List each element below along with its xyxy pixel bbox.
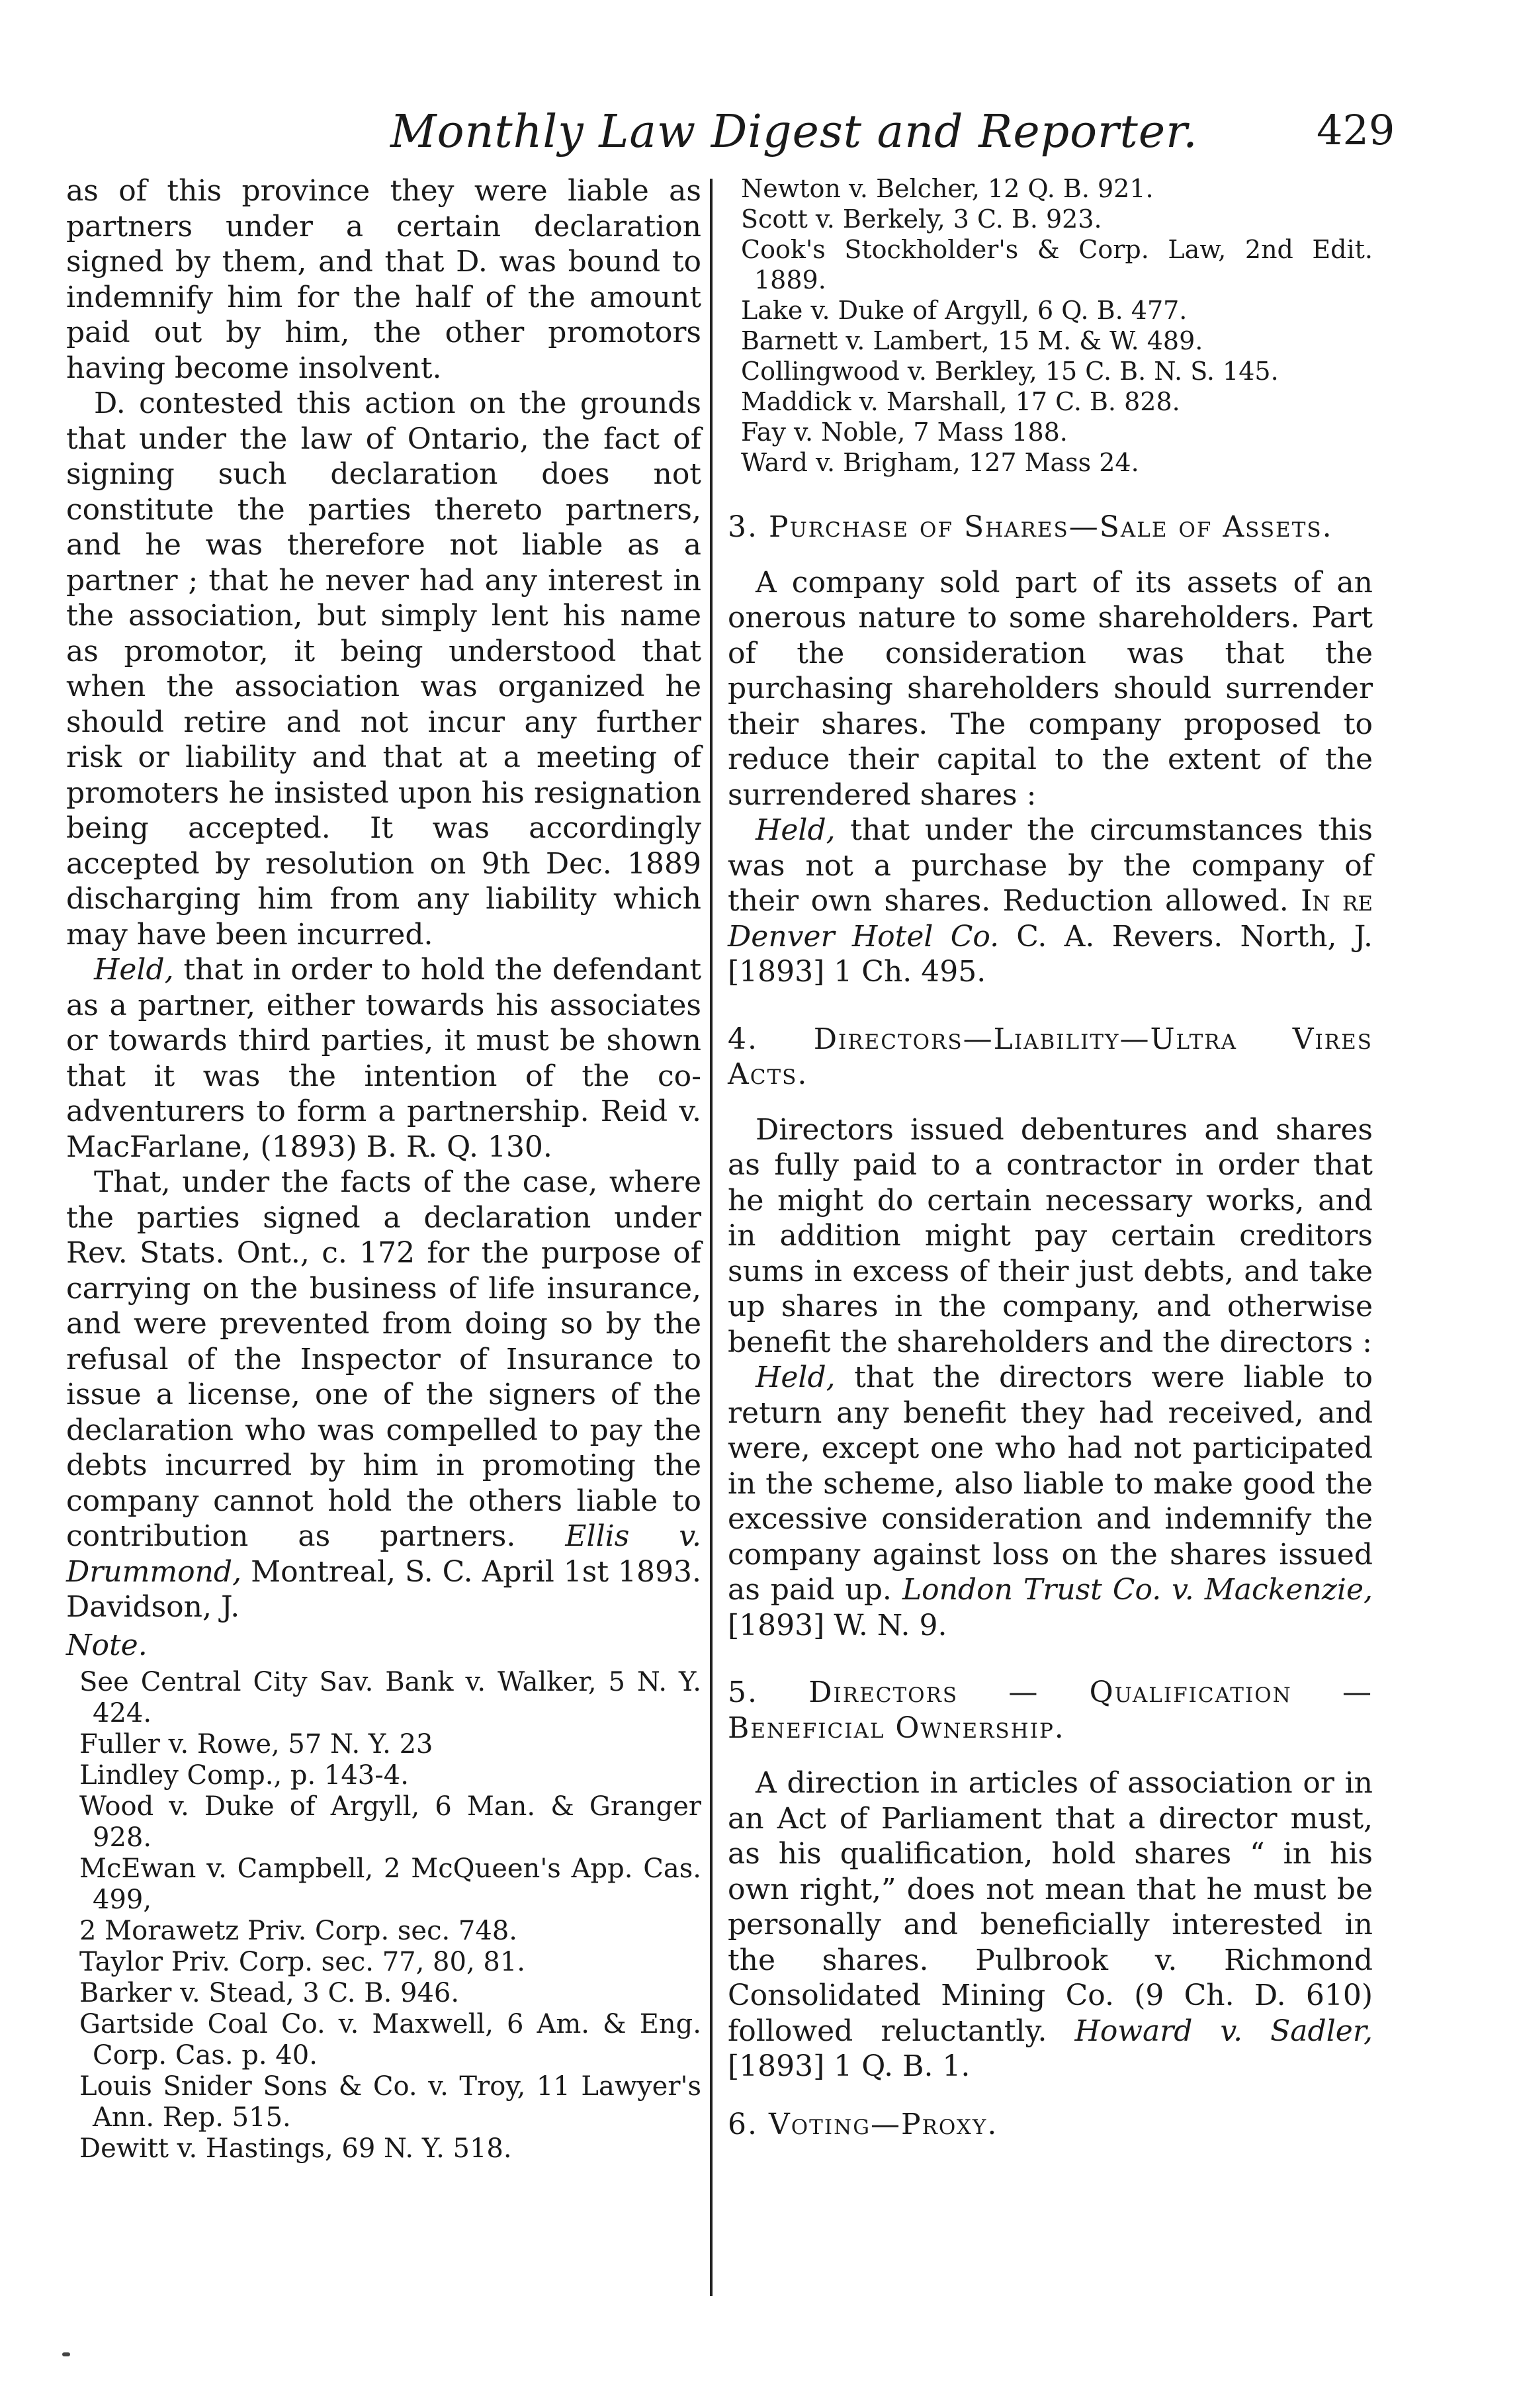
citation-item: Ward v. Brigham, 127 Mass 24. (741, 448, 1139, 477)
paragraph-held (66, 952, 701, 1165)
notes-list (66, 1667, 701, 2164)
note-item: 2 Morawetz Priv. Corp. sec. 748. (79, 1916, 517, 1946)
note-item: Barker v. Stead, 3 C. B. 946. (79, 1978, 460, 2008)
note-label: Note. (66, 1628, 148, 1662)
held-text: that in order to hold the defendant as a partner, either towards his associates or towards third parties, it must be shown that it was the intention of the co-adventurers to form a partnership. Reid v. MacFarlane, (1893) B. R. Q. 130. (66, 953, 701, 1164)
running-title: Monthly Law Digest and Reporter. (390, 106, 1198, 158)
column-divider (710, 179, 713, 2296)
right-column (728, 173, 1373, 2149)
note-item: Wood v. Duke of Argyll, 6 Man. & Granger 928. (79, 1791, 701, 1853)
case-name-london-trust: London Trust Co. v. Mackenzie, (902, 1573, 1373, 1607)
section-heading-3: 3. Purchase of Shares—Sale of Assets. (728, 510, 1333, 544)
citation-item: Collingwood v. Berkley, 15 C. B. N. S. 145. (741, 357, 1279, 386)
section-heading-6: 6. Voting—Proxy. (728, 2107, 998, 2141)
section-5-text: A direction in articles of association or in an Act of Parliament that a director must, as his qualification, hold shares “ in his own right,” does not mean that he must be personally and beneficially interested in the shares. Pulbrook v. Richmond Consolidated Mining Co. (9 Ch. D. 610) followed reluctantly. (728, 1766, 1373, 2048)
note-item: Louis Snider Sons & Co. v. Troy, 11 Lawyer's Ann. Rep. 515. (79, 2071, 701, 2133)
citation-item: Scott v. Berkely, 3 C. B. 923. (741, 204, 1102, 234)
in-re-label: In re (1301, 884, 1373, 918)
held-label: Held, (756, 813, 836, 847)
case-name-ellis: Ellis v. Drummond, (66, 1519, 701, 1589)
scan-artifact (62, 2352, 70, 2356)
citation-item: Barnett v. Lambert, 15 M. & W. 489. (741, 326, 1203, 355)
citation-item: Fay v. Noble, 7 Mass 188. (741, 418, 1068, 447)
citation-item: Cook's Stockholder's & Corp. Law, 2nd Edit. 1889. (741, 235, 1373, 294)
that-text-end: Montreal, S. C. April 1st 1893. Davidson, J. (66, 1554, 701, 1624)
citation-item: Lake v. Duke of Argyll, 6 Q. B. 477. (741, 296, 1188, 325)
held-text: that the directors were liable to return any benefit they had received, and were, except one who had not participated in the scheme, also liable to make good the excessive consideration and indemnify the company against loss on the shares issued as paid up. (728, 1360, 1373, 1607)
citation-item: Maddick v. Marshall, 17 C. B. 828. (741, 387, 1180, 416)
held-label: Held, (94, 953, 174, 987)
section-5-paragraph-1 (728, 1765, 1373, 2084)
note-item: See Central City Sav. Bank v. Walker, 5 N. Y. 424. (79, 1667, 701, 1728)
page-header (0, 99, 1517, 172)
case-name-howard: Howard v. Sadler, (1074, 2014, 1373, 2048)
held-text: that under the circumstances this was not a purchase by the company of their own shares. Reduction allowed. (728, 813, 1373, 918)
section-3-paragraph-2 (728, 813, 1373, 990)
section-heading-4: 4. Directors—Liability—Ultra Vires Acts. (728, 1022, 1373, 1091)
note-item: Fuller v. Rowe, 57 N. Y. 23 (79, 1729, 433, 1760)
held-text-end: [1893] W. N. 9. (728, 1608, 947, 1642)
section-5-text-end: [1893] 1 Q. B. 1. (728, 2049, 971, 2083)
paragraph-that (66, 1165, 701, 1625)
citation-list (728, 173, 1373, 478)
section-4-paragraph-1: Directors issued debentures and shares as fully paid to a contractor in order that he might do certain necessary works, and in addition might pay certain creditors sums in excess of their just debts, and take up shares in the company, and otherwise benefit the shareholders and the directors : (728, 1112, 1373, 1359)
case-name-denver: Denver Hotel Co. (728, 919, 1000, 954)
note-item: Taylor Priv. Corp. sec. 77, 80, 81. (79, 1947, 525, 1977)
notes-section (66, 1628, 701, 2165)
note-item: McEwan v. Campbell, 2 McQueen's App. Cas. 499, (79, 1853, 701, 1915)
left-column (66, 173, 701, 2164)
paragraph-continuation: as of this province they were liable as partners under a certain declaration signed by them, and that D. was bound to indemnify him for the half of the amount paid out by him, the other promotors having become insolvent. (66, 174, 701, 385)
held-label: Held, (756, 1360, 836, 1394)
note-item: Dewitt v. Hastings, 69 N. Y. 518. (79, 2133, 512, 2164)
section-3-paragraph-1: A company sold part of its assets of an onerous nature to some shareholders. Part of the consideration was that the purchasing shareholders should surrender their shares. The company proposed to reduce their capital to the extent of the surrendered shares : (728, 565, 1373, 812)
citation-item: Newton v. Belcher, 12 Q. B. 921. (741, 174, 1154, 203)
paragraph-contestation: D. contested this action on the grounds that under the law of Ontario, the fact of signing such declaration does not constitute the parties thereto partners, and he was therefore not liable as a partner ; that he never had any interest in the association, but simply lent his name as promotor, it being understood that when the association was organized he should retire and not incur any further risk or liability and that at a meeting of promoters he insisted upon his resignation being accepted. It was accordingly accepted by resolution on 9th Dec. 1889 discharging him from any liability which may have been incurred. (66, 386, 701, 952)
note-item: Lindley Comp., p. 143-4. (79, 1760, 409, 1791)
section-heading-5: 5. Directors — Qualification — Beneficial Ownership. (728, 1675, 1373, 1745)
page-number: 429 (1317, 106, 1395, 154)
section-4-paragraph-2 (728, 1360, 1373, 1643)
that-text: That, under the facts of the case, where the parties signed a declaration under Rev. Stats. Ont., c. 172 for the purpose of carrying on the business of life insurance, and were prevented from doing so by the refusal of the Inspector of Insurance to issue a license, one of the signers of the declaration who was compelled to pay the debts incurred by him in promoting the company cannot hold the others liable to contribution as partners. (66, 1165, 701, 1553)
held-text-end: C. A. Revers. North, J. [1893] 1 Ch. 495. (728, 919, 1373, 989)
note-item: Gartside Coal Co. v. Maxwell, 6 Am. & Eng. Corp. Cas. p. 40. (79, 2009, 701, 2071)
